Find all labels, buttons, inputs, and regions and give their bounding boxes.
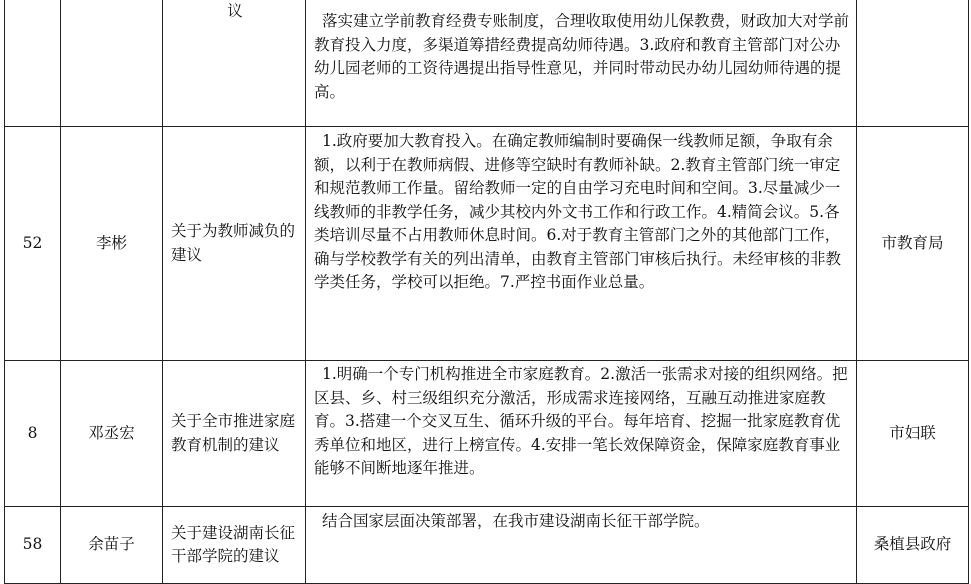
- proposal-content-text: 1.政府要加大教育投入。在确定教师编制时要确保一线教师足额，争取有余额，以利于在教师病假、进修等空缺时有教师补缺。2.教育主管部门统一审定和规范教师工作量。留给教师一定的自由学习充电时间和空间。3.尽量减少一线教师的非教学任务，减少其校内外文书工作和行政工作。4.精简会议。5.各类培训尽量不占用教师休息时间。6.对于教育主管部门之外的其他部门工作，确与学校教学有关的列出清单，由教育主管部门审核后执行。未经审核的非教学类任务，学校可以拒绝。7.严控书面作业总量。: [314, 132, 842, 291]
- proposal-content: [306, 361, 857, 507]
- table-row: [5, 507, 969, 584]
- handling-department: 市妇联: [857, 361, 969, 507]
- row-number: 8: [5, 361, 61, 507]
- table-row: [5, 361, 969, 507]
- proposal-title: 关于为教师减负的建议: [163, 127, 306, 361]
- proposer-name: 李彬: [61, 127, 163, 361]
- table-row: [5, 127, 969, 361]
- proposer-name: 余苗子: [61, 507, 163, 584]
- proposal-content: [306, 507, 857, 584]
- table-row: [5, 0, 969, 127]
- proposal-content: [306, 127, 857, 361]
- handling-department: [857, 0, 969, 127]
- proposal-title: 议: [163, 0, 306, 127]
- proposal-title: 关于建设湖南长征干部学院的建议: [163, 507, 306, 584]
- proposal-content-text: 1.明确一个专门机构推进全市家庭教育。2.激活一张需求对接的组织网络。把区县、乡、村三级组织充分激活，形成需求连接网络，互融互动推进家庭教育。3.搭建一个交叉互生、循环升级的平台。每年培育、挖掘一批家庭教育优秀单位和地区，进行上榜宣传。4.安排一笔长效保障资金，保障家庭教育事业能够不间断地逐年推进。: [314, 365, 848, 477]
- proposal-content: [306, 0, 857, 127]
- proposal-content-text: 结合国家层面决策部署，在我市建设湖南长征干部学院。: [322, 512, 710, 530]
- handling-department: 市教育局: [857, 127, 969, 361]
- row-number: 58: [5, 507, 61, 584]
- proposer-name: [61, 0, 163, 127]
- proposal-table: [4, 0, 969, 584]
- handling-department: 桑植县政府: [857, 507, 969, 584]
- proposal-title: 关于全市推进家庭教育机制的建议: [163, 361, 306, 507]
- row-number: 52: [5, 127, 61, 361]
- row-number: [5, 0, 61, 127]
- proposer-name: 邓丞宏: [61, 361, 163, 507]
- proposal-content-text: 落实建立学前教育经费专账制度，合理收取使用幼儿保教费，财政加大对学前教育投入力度，多渠道筹措经费提高幼师待遇。3.政府和教育主管部门对公办幼儿园老师的工资待遇提出指导性意见，并同时带动民办幼儿园幼师待遇的提高。: [314, 12, 850, 101]
